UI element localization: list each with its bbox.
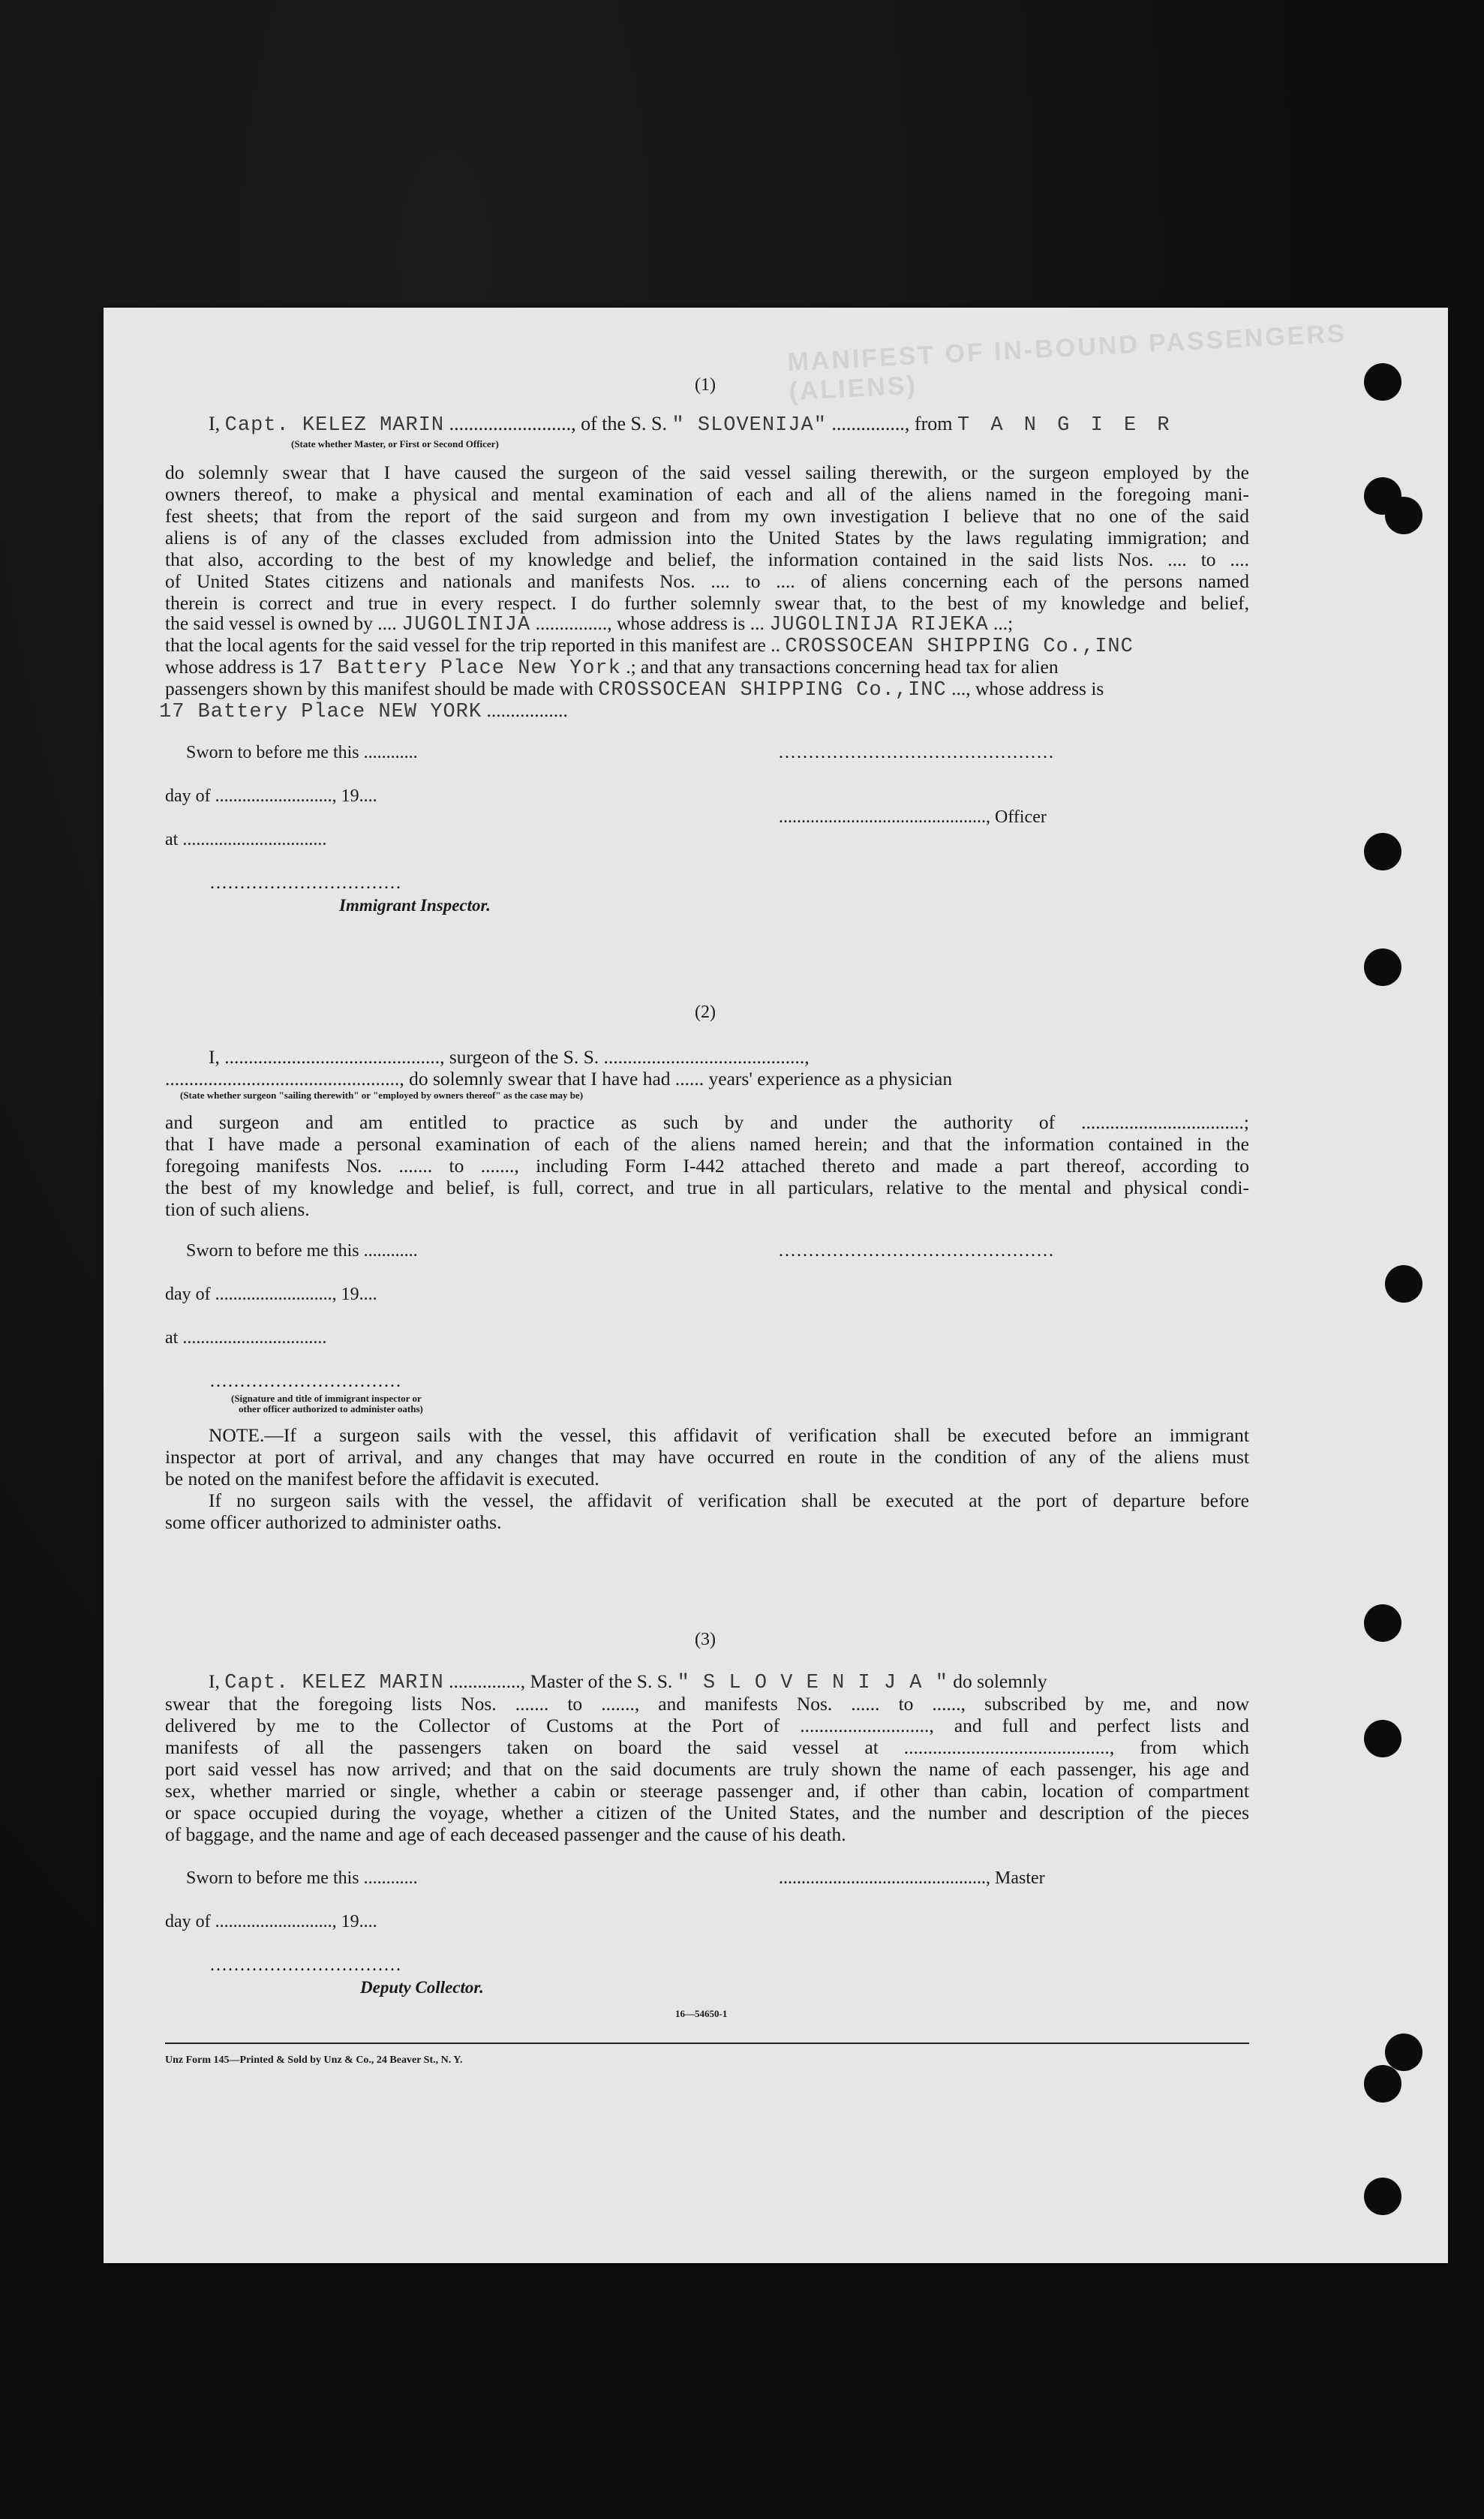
owner-address-label: ..............., whose address is ... — [535, 612, 765, 634]
punch-hole — [1385, 497, 1422, 534]
punch-hole — [1364, 833, 1401, 870]
inspector-signature-line: ................................ — [210, 873, 402, 893]
note-line: NOTE.—If a surgeon sails with the vessel, this affidavit of verification shall be executed before an immigrant — [209, 1424, 1249, 1446]
master-of-label: ..............., Master of the S. S. — [449, 1670, 673, 1692]
body-line: sex, whether married or single, whether a cabin or steerage passenger and, if other than cabin, location of compartment — [165, 1780, 1249, 1802]
day-label: day of .........................., 19.... — [165, 1912, 377, 1931]
punch-hole — [1364, 2178, 1401, 2215]
body-line: of baggage, and the name and age of each deceased passenger and the cause of his death. — [165, 1823, 846, 1845]
agents-label: that the local agents for the said vessel for the trip reported in this manifest are .. — [165, 634, 780, 656]
footer-rule — [165, 2043, 1249, 2044]
collector-signature-line: ................................ — [210, 1955, 402, 1975]
agents-address-end: .; and that any transactions concerning head tax for alien — [626, 656, 1059, 678]
body-line: tion of such aliens. — [165, 1198, 310, 1220]
body-line: or space occupied during the voyage, whether a citizen of the United States, and the number and description of the pieces — [165, 1802, 1249, 1823]
owner-address: JUGOLINIJA RIJEKA — [769, 614, 989, 636]
body-line: fest sheets; that from the report of the said surgeon and from my own investigation I believe that no one of the said — [165, 505, 1249, 527]
headtax-line — [165, 678, 1249, 702]
body-line: foregoing manifests Nos. ....... to ......., including Form I-442 attached thereto and made a part thereof, according to — [165, 1155, 1249, 1177]
note-line: inspector at port of arrival, and any changes that may have occurred en route in the condition of any of the aliens must — [165, 1446, 1249, 1468]
day-label: day of .........................., 19.... — [165, 1285, 377, 1304]
surgeon-line-1: I, ............................................., surgeon of the S. S. .........................................., — [209, 1046, 810, 1068]
officer-signature: .............................................., Officer — [779, 807, 1047, 827]
ship-name: " S L O V E N I J A " — [677, 1672, 948, 1694]
agents-line — [165, 634, 1249, 658]
i-prefix: I, — [209, 1670, 220, 1692]
punch-hole — [1364, 1720, 1401, 1757]
note-line: If no surgeon sails with the vessel, the affidavit of verification shall be executed at the port of departure before — [209, 1489, 1249, 1511]
section-1-header-line — [209, 413, 1174, 437]
headtax-address-end: ................. — [486, 699, 568, 721]
signature-line: .............................................. — [779, 743, 1055, 762]
agents-address-line — [165, 656, 1249, 680]
headtax-address-line — [159, 699, 568, 723]
headtax-end: ..., whose address is — [951, 678, 1104, 699]
body-line: aliens is of any of the classes excluded from admission into the United States by the laws regulating immigration; and — [165, 527, 1249, 549]
body-line: the best of my knowledge and belief, is full, correct, and true in all particulars, relative to the mental and physical condi- — [165, 1177, 1249, 1198]
owned-by-line — [165, 612, 1249, 636]
owned-by-label: the said vessel is owned by .... — [165, 612, 397, 634]
body-line: that also, according to the best of my knowledge and belief, the information contained in the said lists Nos. .... to .... — [165, 549, 1249, 570]
agents-address-label: whose address is — [165, 656, 294, 678]
section-3-header-line — [209, 1670, 1047, 1694]
headtax-agent: CROSSOCEAN SHIPPING Co.,INC — [598, 679, 947, 702]
state-whether-note: (State whether Master, or First or Second Officer) — [291, 438, 499, 449]
punch-hole — [1364, 948, 1401, 986]
agents-address: 17 Battery Place New York — [298, 657, 621, 680]
from-label: ..............., from — [831, 413, 953, 434]
immigrant-inspector-label: Immigrant Inspector. — [339, 896, 491, 915]
signature-line: .............................................. — [779, 1241, 1055, 1261]
signature-caption: (Signature and title of immigrant inspector or — [231, 1393, 422, 1404]
owner-end: ...; — [993, 612, 1014, 634]
day-label: day of .........................., 19.... — [165, 786, 377, 806]
master-signature-line: .............................................., Master — [779, 1868, 1045, 1888]
punch-hole — [1364, 363, 1401, 401]
bleed-through-text: MANIFEST OF IN-BOUND PASSENGERS (ALIENS) — [786, 319, 1347, 407]
body-line: do solemnly swear that I have caused the surgeon of the said vessel sailing therewith, or the surgeon employed by the — [165, 461, 1249, 483]
surgeon-state-note: (State whether surgeon "sailing therewith" or "employed by owners thereof" as the case may be) — [180, 1090, 584, 1101]
of-the-ss-label: ........................., of the S. S. — [449, 413, 667, 434]
local-agents: CROSSOCEAN SHIPPING Co.,INC — [785, 636, 1134, 658]
deputy-collector-label: Deputy Collector. — [360, 1978, 484, 1997]
punch-hole — [1364, 2065, 1401, 2103]
punch-hole — [1385, 1265, 1422, 1303]
officer-line — [779, 807, 1047, 828]
body-line: of United States citizens and nationals and manifests Nos. .... to .... of aliens concerning each of the persons named — [165, 570, 1249, 592]
section-2-number: (2) — [695, 1002, 716, 1022]
sworn-label: Sworn to before me this ............ — [186, 743, 418, 762]
i-prefix: I, — [209, 413, 221, 434]
owner-name: JUGOLINIJA — [401, 614, 531, 636]
note-line: some officer authorized to administer oaths. — [165, 1511, 502, 1533]
note-line: be noted on the manifest before the affidavit is executed. — [165, 1468, 599, 1489]
punch-hole — [1364, 1604, 1401, 1642]
body-line: that I have made a personal examination of each of the aliens named herein; and that the information contained in the — [165, 1133, 1249, 1155]
master-name: Capt. KELEZ MARIN — [224, 1672, 444, 1694]
at-label: at ................................ — [165, 830, 327, 849]
headtax-address: 17 Battery Place NEW YORK — [159, 701, 482, 723]
punch-hole — [1385, 2034, 1422, 2071]
body-line: and surgeon and am entitled to practice as such by and under the authority of ..................................; — [165, 1111, 1249, 1133]
body-line: manifests of all the passengers taken on board the said vessel at ..........................................., from which — [165, 1736, 1249, 1758]
printer-credit: Unz Form 145—Printed & Sold by Unz & Co., 24 Beaver St., N. Y. — [165, 2055, 463, 2066]
master-name: Capt. KELEZ MARIN — [224, 414, 445, 437]
body-line: delivered by me to the Collector of Customs at the Port of ..........................., and full and perfect lists and — [165, 1715, 1249, 1736]
do-solemnly: do solemnly — [953, 1670, 1047, 1692]
ship-name: " SLOVENIJA" — [671, 414, 827, 437]
headtax-label: passengers shown by this manifest should be made with — [165, 678, 593, 699]
surgeon-line-2: ................................................., do solemnly swear that I have had ...... years' experience as a physician — [165, 1068, 953, 1090]
section-3-number: (3) — [695, 1630, 716, 1649]
body-line: therein is correct and true in every respect. I do further solemnly swear that, to the best of my knowledge and belief, — [165, 592, 1249, 614]
body-line: owners thereof, to make a physical and mental examination of each and all of the aliens named in the foregoing mani- — [165, 483, 1249, 505]
body-line: swear that the foregoing lists Nos. ....... to ......., and manifests Nos. ...... to ......, subscribed by me, and now — [165, 1693, 1249, 1715]
body-line: port said vessel has now arrived; and that on the said documents are truly shown the name of each passenger, his age and — [165, 1758, 1249, 1780]
form-number: 16—54650-1 — [675, 2008, 728, 2019]
sworn-label: Sworn to before me this ............ — [186, 1241, 418, 1261]
at-label: at ................................ — [165, 1328, 327, 1348]
inspector-signature-line: ................................ — [210, 1372, 402, 1391]
section-1-number: (1) — [695, 375, 716, 395]
from-port: T A N G I E R — [957, 414, 1174, 437]
signature-caption: other officer authorized to administer oaths) — [239, 1403, 423, 1414]
sworn-label: Sworn to before me this ............ — [186, 1868, 418, 1888]
